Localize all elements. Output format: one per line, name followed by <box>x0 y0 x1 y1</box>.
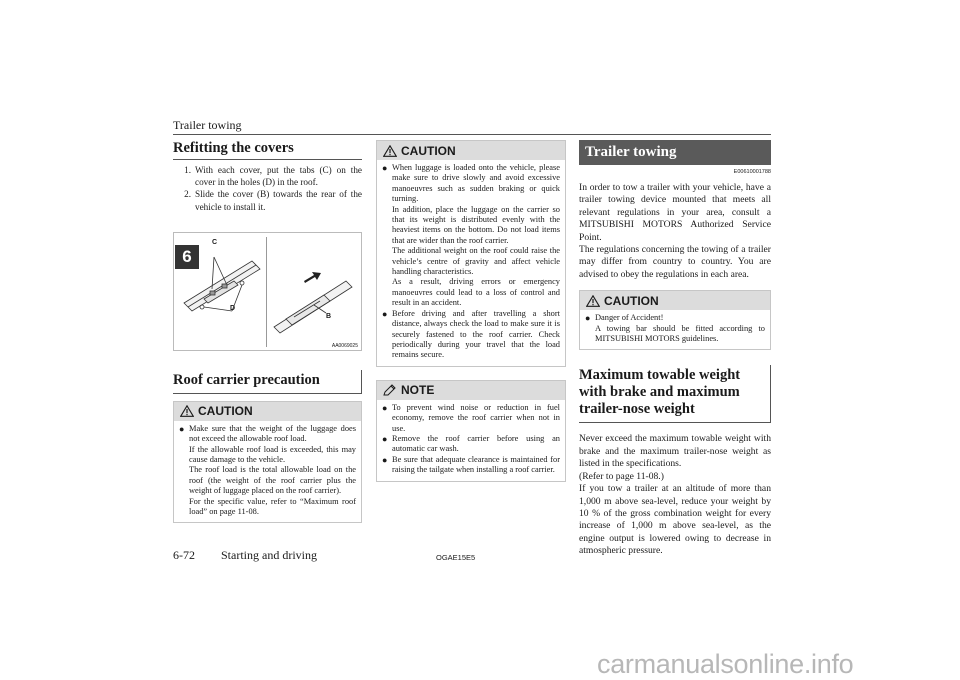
bullet-text: For the specific value, refer to “Maximum roof load” on page 11-08. <box>189 496 356 517</box>
roof-cover-illustration <box>173 232 362 351</box>
pencil-icon <box>383 384 397 396</box>
bullet-item <box>382 455 560 476</box>
note-label: NOTE <box>401 383 435 398</box>
bullet-text: Make sure that the weight of the luggage does not exceed the allowable roof load. <box>189 423 356 444</box>
section-title-max-towable-weight: Maximum towable weight with brake and maximum trailer-nose weight <box>579 365 771 423</box>
bullet-item <box>382 434 560 455</box>
page-number: 6-72 <box>173 548 195 562</box>
bullet-text: Remove the roof carrier before using an automatic car wash. <box>392 433 560 454</box>
bullet-icon: ● <box>179 423 185 434</box>
warning-triangle-icon <box>586 295 600 307</box>
illustration-divider <box>266 237 267 347</box>
caution-label: CAUTION <box>198 404 253 419</box>
paragraph: Never exceed the maximum towable weight with brake and the maximum trailer-nose weight as listed in the specifications. <box>579 433 771 470</box>
caution-header <box>174 402 361 421</box>
section-title-refitting-covers: Refitting the covers <box>173 140 362 160</box>
column-2 <box>376 140 566 482</box>
caution-box <box>376 140 566 367</box>
section-title-roof-carrier: Roof carrier precaution <box>173 370 362 394</box>
roof-cover-diagram <box>174 233 361 350</box>
header-rule <box>173 134 771 135</box>
watermark: carmanualsonline.info <box>597 649 854 679</box>
arrow-icon <box>304 272 321 283</box>
bullet-item <box>382 309 560 361</box>
footer-section-name: Starting and driving <box>221 548 317 562</box>
step-text: Slide the cover (B) towards the rear of the vehicle to install it. <box>195 189 362 212</box>
column-3 <box>579 140 771 558</box>
label-b: B <box>326 312 332 320</box>
note-body <box>377 400 565 481</box>
footer-doc-code: OGAE15E5 <box>436 553 476 562</box>
step-number: 1. <box>184 165 191 175</box>
caution-body <box>377 160 565 366</box>
caution-box <box>173 401 362 524</box>
reference-code: E00610001788 <box>733 169 771 175</box>
caution-body <box>580 310 770 349</box>
bullet-text: Be sure that adequate clearance is maintained for raising the tailgate when installing a roof carrier. <box>392 454 560 475</box>
bullet-item <box>382 163 560 309</box>
column-1 <box>173 140 362 523</box>
bullet-text: In addition, place the luggage on the carrier so that its weight is distributed evenly with the heaviest items on the bottom. Do not load items that are wider than the roof carrier. <box>392 204 560 245</box>
bullet-icon: ● <box>382 454 388 465</box>
note-box <box>376 380 566 482</box>
warning-triangle-icon <box>383 145 397 157</box>
caution-box <box>579 290 771 350</box>
bullet-item <box>585 313 765 344</box>
paragraph: In order to tow a trailer with your vehicle, have a trailer towing device mounted that meets all relevant regulations in your area, consult a MITSUBISHI MOTORS Authorized Service Point. <box>579 182 771 243</box>
bullet-text: If the allowable roof load is exceeded, this may cause damage to the vehicle. <box>189 444 356 465</box>
chapter-tab[interactable]: 6 <box>175 245 199 269</box>
label-d: D <box>230 304 236 312</box>
note-header <box>377 381 565 400</box>
refitting-steps <box>173 164 362 213</box>
step-item <box>173 188 362 212</box>
bullet-item <box>179 424 356 518</box>
bullet-icon: ● <box>382 402 388 413</box>
step-item <box>173 164 362 188</box>
label-c: C <box>212 238 218 246</box>
bullet-text: The roof load is the total allowable load on the roof (the weight of the roof carrier plus the weight of luggage placed on the roof carrier). <box>189 465 356 496</box>
illustration-code: AA0069025 <box>331 342 358 349</box>
step-number: 2. <box>184 189 191 200</box>
bullet-text: To prevent wind noise or reduction in fuel economy, remove the roof carrier when not in use. <box>392 402 560 433</box>
bullet-text: Before driving and after travelling a short distance, always check the load to make sure it is securely fastened to the roof carrier. Check periodically during your travel that the load remains secure. <box>392 308 560 360</box>
page-reference[interactable]: (Refer to page 11-08.) <box>579 470 664 482</box>
caution-header <box>377 141 565 160</box>
bullet-icon: ● <box>382 163 388 173</box>
caution-label: CAUTION <box>604 293 659 308</box>
caution-label: CAUTION <box>401 143 456 158</box>
bullet-text: As a result, driving errors or emergency manoeuvres could lead to a loss of control and result in an accident. <box>392 277 560 308</box>
bullet-item <box>382 403 560 434</box>
step-text: With each cover, put the tabs (C) on the cover in the holes (D) in the roof. <box>195 165 362 188</box>
bullet-text: A towing bar should be fitted according to MITSUBISHI MOTORS guidelines. <box>595 323 765 344</box>
paragraph: The regulations concerning the towing of a trailer may differ from country to country. You are advised to obey the regulations in each area. <box>579 244 771 280</box>
bullet-icon: ● <box>382 308 388 319</box>
bullet-text: When luggage is loaded onto the vehicle, please make sure to drive slowly and avoid excessive manoeuvres such as sudden braking or quick turning. <box>392 163 560 204</box>
section-banner: Trailer towing <box>579 140 771 165</box>
bullet-text: Danger of Accident! <box>595 313 664 323</box>
bullet-icon: ● <box>382 433 388 444</box>
bullet-text: The additional weight on the roof could raise the vehicle’s centre of gravity and affect vehicle handling characteristics. <box>392 246 560 277</box>
warning-triangle-icon <box>180 405 194 417</box>
running-header: Trailer towing <box>173 118 242 132</box>
caution-header <box>580 291 770 310</box>
caution-body <box>174 421 361 523</box>
paragraph: If you tow a trailer at an altitude of more than 1,000 m above sea-level, reduce your weight by 10 % of the gross combination weight for every increase of 1,000 m above sea-level, as the engine output is lowered owing to decrease in atmospheric pressure. <box>579 483 771 557</box>
bullet-icon: ● <box>585 313 591 324</box>
